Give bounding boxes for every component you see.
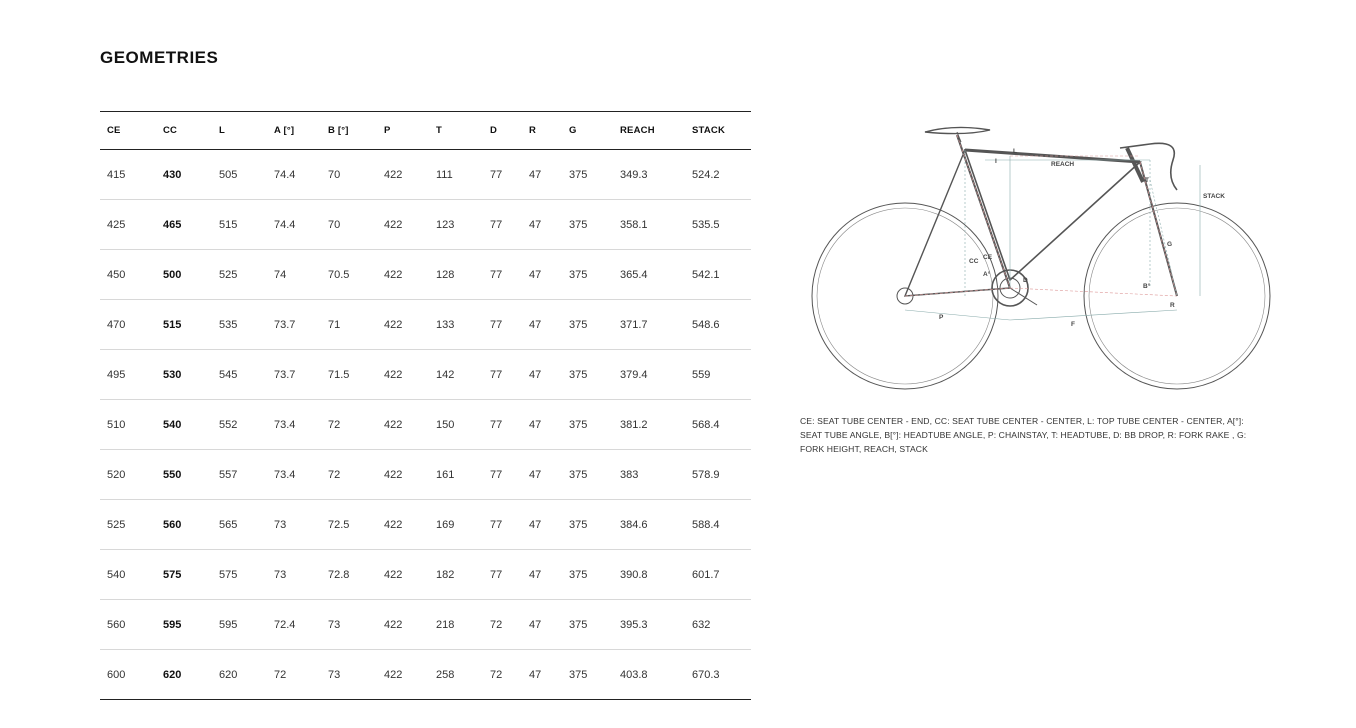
table-cell: 128 [429,250,483,300]
table-row [100,400,751,450]
table-cell: 601.7 [685,550,751,600]
table-cell: 390.8 [613,550,685,600]
table-cell: 422 [377,550,429,600]
table-cell: 552 [212,400,267,450]
table-cell: 375 [562,350,613,400]
table-cell: 632 [685,600,751,650]
table-cell: 371.7 [613,300,685,350]
table-cell: 375 [562,200,613,250]
table-cell: 403.8 [620,668,648,681]
table-cell: 548.6 [685,300,751,350]
label-stack: STACK [1203,193,1225,200]
table-cell: 73.7 [267,300,321,350]
table-cell: 578.9 [685,450,751,500]
col-header-l: L [212,112,267,150]
table-cell: 73 [321,600,377,650]
table-cell: 575 [212,550,267,600]
table-cell: 600 [107,668,126,681]
table-cell: 375 [562,150,613,200]
table-cell: 540 [156,400,212,450]
table-cell: 77 [483,200,522,250]
table-cell: 72 [321,450,377,500]
table-cell: 470 [100,300,156,350]
table-cell: 72 [274,668,287,681]
table-cell: 565 [212,500,267,550]
table-cell: 422 [377,250,429,300]
table-cell: 510 [100,400,156,450]
table-cell: 505 [212,150,267,200]
table-row [100,650,751,700]
geometry-table [100,111,751,700]
table-cell: 74.4 [267,200,321,250]
table-cell: 383 [613,450,685,500]
table-cell: 375 [562,600,613,650]
label-t: T [1145,177,1149,184]
table-body [100,150,751,700]
table-cell: 515 [212,200,267,250]
table-cell: 169 [429,500,483,550]
table-cell: 77 [483,400,522,450]
table-cell: 620 [163,668,182,681]
col-header-reach: REACH [613,112,685,150]
label-d: D [1023,277,1028,284]
col-header-b: B [°] [321,112,377,150]
table-cell: 422 [384,668,403,681]
table-cell: 450 [100,250,156,300]
table-cell: 515 [156,300,212,350]
table-cell: 71.5 [321,350,377,400]
table-cell: 375 [562,400,613,450]
table-cell: 422 [377,400,429,450]
table-cell: 670.3 [692,668,720,681]
label-ce: CE [983,254,993,261]
table-cell: 72.8 [321,550,377,600]
table-cell: 47 [522,250,562,300]
table-cell: 422 [377,350,429,400]
table-cell: 430 [156,150,212,200]
table-cell: 557 [212,450,267,500]
table-row [100,450,751,500]
table-header-row [100,112,751,150]
table-row [100,300,751,350]
table-cell: 47 [522,450,562,500]
label-l: L [1013,148,1017,155]
table-cell: 47 [522,200,562,250]
col-header-g: G [562,112,613,150]
table-cell: 545 [212,350,267,400]
table-cell: 379.4 [613,350,685,400]
table-cell: 77 [483,500,522,550]
table-cell: 422 [377,500,429,550]
table-cell: 47 [522,300,562,350]
table-cell: 425 [100,200,156,250]
table-cell: 77 [483,150,522,200]
table-cell: 47 [522,600,562,650]
col-header-d: D [483,112,522,150]
table-cell: 47 [522,500,562,550]
table-cell: 73 [267,500,321,550]
bike-illustration [805,120,1280,400]
table-cell: 142 [429,350,483,400]
table-cell: 74 [267,250,321,300]
table-cell: 395.3 [613,600,685,650]
table-cell: 560 [100,600,156,650]
page-title: GEOMETRIES [100,48,219,67]
table-row [100,250,751,300]
col-header-p: P [377,112,429,150]
col-header-cc: CC [156,112,212,150]
table-cell: 495 [100,350,156,400]
table-cell: 70 [321,200,377,250]
table-cell: 595 [156,600,212,650]
table-cell: 358.1 [613,200,685,250]
table-cell: 422 [377,200,429,250]
table-cell: 47 [529,668,542,681]
label-reach: REACH [1051,161,1075,168]
table-cell: 568.4 [685,400,751,450]
table-cell: 150 [429,400,483,450]
table-cell: 422 [377,600,429,650]
table-cell: 70 [321,150,377,200]
table-cell: 365.4 [613,250,685,300]
table-cell: 72 [321,400,377,450]
label-a: A° [983,271,991,278]
table-cell: 384.6 [613,500,685,550]
geometry-legend: CE: SEAT TUBE CENTER - END, CC: SEAT TUBE CENTER - CENTER, L: TOP TUBE CENTER - CENTER, A[°]: SEAT TUBE ANGLE, B[°]: HEADTUBE ANGLE, P: CHAINSTAY, T: HEADTUBE, D: BB DROP, R: FORK RAKE , G: FORK HEIGHT, REACH, STACK [800,416,1247,454]
col-header-stack: STACK [685,112,751,150]
table-cell: 381.2 [613,400,685,450]
table-cell: 542.1 [685,250,751,300]
table-cell: 47 [522,400,562,450]
table-cell: 47 [522,550,562,600]
table-cell: 73.4 [267,400,321,450]
table-cell: 535 [212,300,267,350]
col-header-r: R [522,112,562,150]
table-cell: 77 [483,550,522,600]
table-row [100,500,751,550]
label-r: R [1170,302,1175,309]
label-b: B° [1143,283,1151,290]
col-header-a: A [°] [267,112,321,150]
table-cell: 70.5 [321,250,377,300]
bike-geometry-diagram [805,120,1280,400]
table-cell: 111 [429,150,483,200]
table-cell: 77 [483,300,522,350]
table-cell: 77 [483,450,522,500]
table-cell: 72 [483,600,522,650]
table-cell: 422 [377,300,429,350]
table-cell: 465 [156,200,212,250]
table-row [100,150,751,200]
table-cell: 218 [429,600,483,650]
table-cell: 72.4 [267,600,321,650]
label-f: F [1071,321,1075,328]
table-cell: 375 [569,668,588,681]
table-row [100,600,751,650]
table-cell: 73.4 [267,450,321,500]
table-cell: 524.2 [685,150,751,200]
table-row [100,200,751,250]
table-cell: 525 [100,500,156,550]
label-p: P [939,314,944,321]
table-cell: 375 [562,500,613,550]
table-cell: 530 [156,350,212,400]
table-cell: 47 [522,350,562,400]
table-cell: 500 [156,250,212,300]
table-cell: 375 [562,550,613,600]
table-cell: 72 [490,668,503,681]
table-cell: 375 [562,450,613,500]
table-cell: 375 [562,250,613,300]
col-header-ce: CE [100,112,156,150]
table-cell: 560 [156,500,212,550]
table-cell: 74.4 [267,150,321,200]
table-cell: 258 [436,668,455,681]
table-cell: 77 [483,350,522,400]
label-g: G [1167,241,1173,248]
table-cell: 535.5 [685,200,751,250]
table-cell: 77 [483,250,522,300]
table-cell: 575 [156,550,212,600]
table-cell: 161 [429,450,483,500]
label-cc: CC [969,258,979,265]
table-cell: 550 [156,450,212,500]
label-i: I [995,158,997,165]
table-cell: 559 [685,350,751,400]
table-cell: 73.7 [267,350,321,400]
table-cell: 525 [212,250,267,300]
table-cell: 588.4 [685,500,751,550]
table-cell: 73 [328,668,341,681]
table-cell: 133 [429,300,483,350]
col-header-t: T [429,112,483,150]
table-cell: 595 [212,600,267,650]
table-cell: 375 [562,300,613,350]
table-cell: 422 [377,150,429,200]
table-cell: 73 [267,550,321,600]
table-cell: 620 [219,668,238,681]
table-cell: 422 [377,450,429,500]
table-row [100,550,751,600]
table-cell: 71 [321,300,377,350]
table-cell: 182 [429,550,483,600]
table-cell: 415 [100,150,156,200]
table-cell: 47 [522,150,562,200]
table-row [100,350,751,400]
table-cell: 540 [100,550,156,600]
table-cell: 520 [100,450,156,500]
table-cell: 349.3 [613,150,685,200]
table-cell: 123 [429,200,483,250]
table-cell: 72.5 [321,500,377,550]
